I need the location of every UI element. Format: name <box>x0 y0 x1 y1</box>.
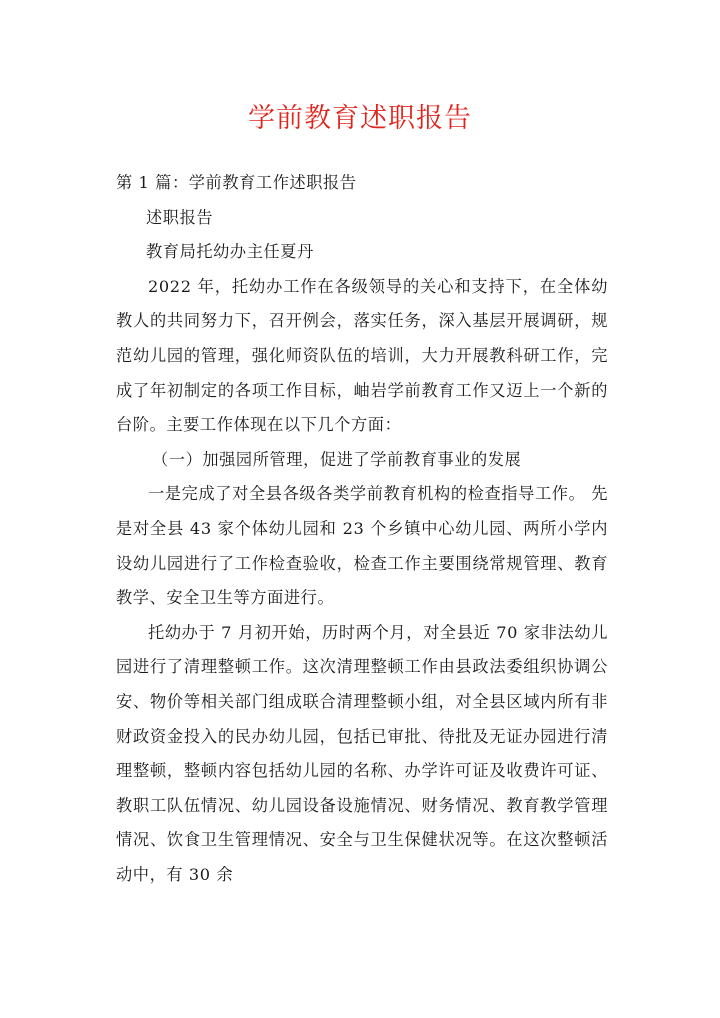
document-body <box>116 166 608 892</box>
paragraph: 2022 年，托幼办工作在各级领导的关心和支持下，在全体幼教人的共同努力下，召开例会，落实任务，深入基层开展调研，规范幼儿园的管理，强化师资队伍的培训，大力开展教科研工作，完成了年初制定的各项工作目标，岫岩学前教育工作又迈上一个新的台阶。主要工作体现在以下几个方面： <box>116 276 608 435</box>
subheading: 述职报告 <box>146 207 214 227</box>
paragraph: 一是完成了对全县各级各类学前教育机构的检查指导工作。 先是对全县 43 家个体幼儿园和 23 个乡镇中心幼儿园、两所小学内设幼儿园进行了工作检查验收，检查工作主要围绕常规管理、教育教学、安全卫生等方面进行。 <box>116 484 608 608</box>
paragraph: 托幼办于 7 月初开始，历时两个月，对全县近 70 家非法幼儿园进行了清理整顿工作。这次清理整顿工作由县政法委组织协调公安、物价等相关部门组成联合清理整顿小组，对全县区域内所有非财政资金投入的民办幼儿园，包括已审批、待批及无证办园进行清理整顿，整顿内容包括幼儿园的名称、办学许可证及收费许可证、教职工队伍情况、幼儿园设备设施情况、财务情况、教育教学管理情况、饮食卫生管理情况、安全与卫生保健状况等。在这次整顿活动中，有 30 余 <box>116 622 608 884</box>
section-subtitle: （一）加强园所管理，促进了学前教育事业的发展 <box>152 449 522 469</box>
section-heading: 第 1 篇：学前教育工作述职报告 <box>116 173 357 192</box>
document-title: 学前教育述职报告 <box>248 103 472 134</box>
author-line: 教育局托幼办主任夏丹 <box>146 242 314 262</box>
